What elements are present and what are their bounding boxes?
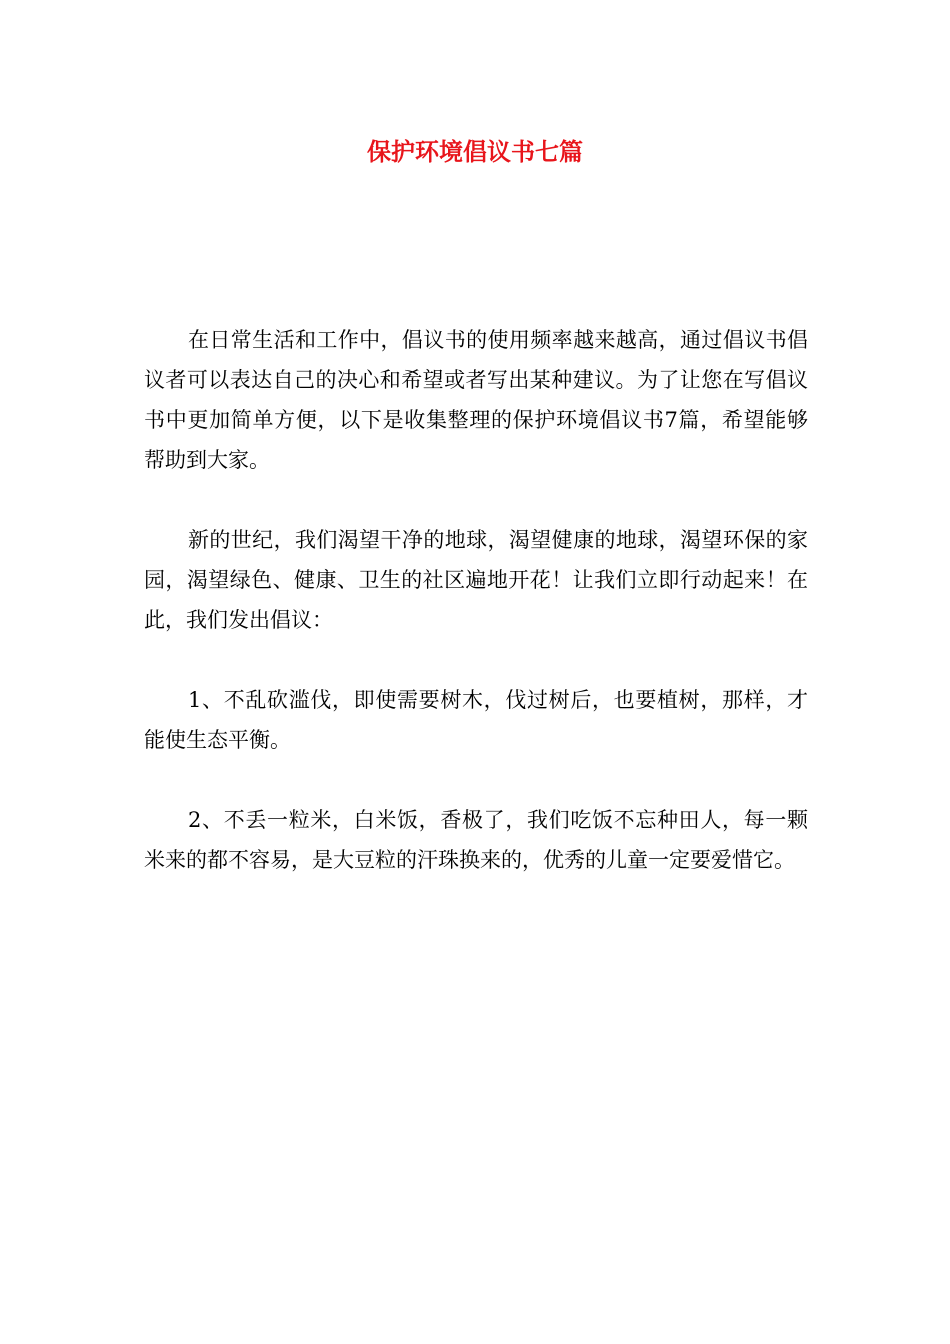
paragraph-call-to-action: 新的世纪，我们渴望干净的地球，渴望健康的地球，渴望环保的家园，渴望绿色、健康、卫生的社区遍地开花！让我们立即行动起来！在此，我们发出倡议： <box>144 528 808 632</box>
document-body <box>144 320 808 880</box>
document-title: 保护环境倡议书七篇 <box>367 137 583 166</box>
paragraph-item-1: 1、不乱砍滥伐，即使需要树木，伐过树后，也要植树，那样，才能使生态平衡。 <box>144 688 808 752</box>
paragraph-intro: 在日常生活和工作中，倡议书的使用频率越来越高，通过倡议书倡议者可以表达自己的决心和希望或者写出某种建议。为了让您在写倡议书中更加简单方便，以下是收集整理的保护环境倡议书7篇，希望能够帮助到大家。 <box>144 328 808 472</box>
paragraph-item-2: 2、不丢一粒米，白米饭，香极了，我们吃饭不忘种田人，每一颗米来的都不容易，是大豆粒的汗珠换来的，优秀的儿童一定要爱惜它。 <box>144 808 808 872</box>
